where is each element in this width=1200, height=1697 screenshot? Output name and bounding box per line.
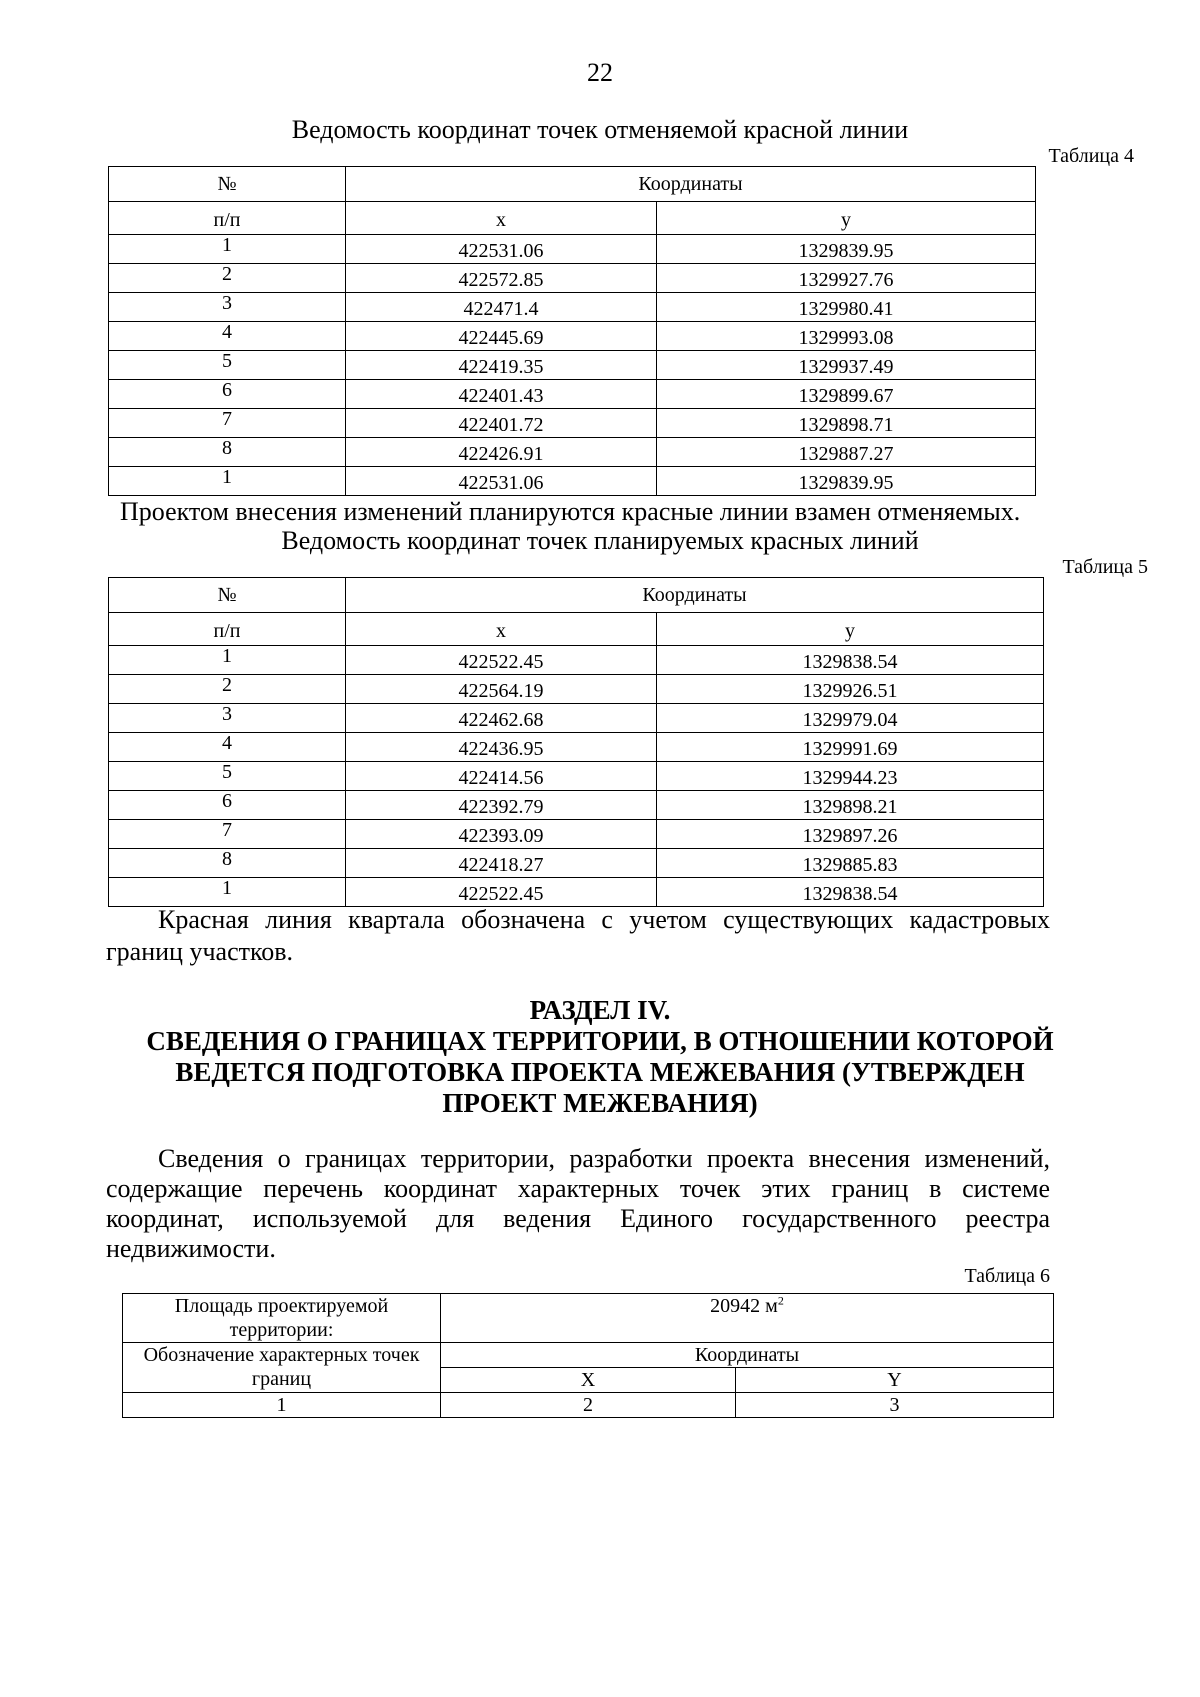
table6-col1: 1 <box>123 1393 441 1418</box>
table6-area-value <box>441 1294 1054 1343</box>
table4-cell-x: 422471.4 <box>346 293 657 322</box>
table4-cell-x: 422531.06 <box>346 235 657 264</box>
section-title-4: ПРОЕКТ МЕЖЕВАНИЯ) <box>442 1088 758 1118</box>
table5-cell-y: 1329944.23 <box>657 762 1044 791</box>
table4-label: Таблица 4 <box>1048 145 1134 167</box>
section-text: Сведения о границах территории, разработки проекта внесения изменений, содержащие перечень координат характерных точек этих границ в системе координат, используемой для ведения Единого государственного реестра недвижимости. <box>106 1144 1050 1263</box>
table5-cell-n: 5 <box>109 762 346 791</box>
table6-area-number: 20942 м <box>710 1295 778 1317</box>
table5-cell-x: 422436.95 <box>346 733 657 762</box>
table-row <box>109 351 1036 380</box>
table-row <box>109 675 1044 704</box>
table4-cell-y: 1329980.41 <box>657 293 1036 322</box>
section-title-3: ВЕДЕТСЯ ПОДГОТОВКА ПРОЕКТА МЕЖЕВАНИЯ (УТВЕРЖДЕН <box>175 1057 1025 1087</box>
table5-header-pp: п/п <box>109 613 346 646</box>
table-row <box>109 409 1036 438</box>
table5-cell-y: 1329838.54 <box>657 878 1044 907</box>
table-row <box>109 878 1044 907</box>
table5-cell-n: 4 <box>109 733 346 762</box>
table5-cell-n: 2 <box>109 675 346 704</box>
table-row <box>109 322 1036 351</box>
table-row <box>109 820 1044 849</box>
table-row <box>109 733 1044 762</box>
table5-cell-y: 1329979.04 <box>657 704 1044 733</box>
table4-cell-n: 6 <box>109 380 346 409</box>
table4 <box>108 166 1036 496</box>
table4-cell-y: 1329898.71 <box>657 409 1036 438</box>
table6-x-header: X <box>441 1368 736 1393</box>
table5-cell-x: 422392.79 <box>346 791 657 820</box>
table4-cell-y: 1329839.95 <box>657 467 1036 496</box>
table6-coords-header: Координаты <box>441 1343 1054 1368</box>
table4-header-coords: Координаты <box>346 167 1036 202</box>
table5-cell-y: 1329898.21 <box>657 791 1044 820</box>
table5-cell-n: 1 <box>109 646 346 675</box>
table5-cell-n: 6 <box>109 791 346 820</box>
table4-cell-n: 1 <box>109 467 346 496</box>
table-row <box>109 791 1044 820</box>
table5-cell-n: 1 <box>109 878 346 907</box>
page-number: 22 <box>587 58 613 87</box>
table4-cell-x: 422531.06 <box>346 467 657 496</box>
table4-cell-n: 7 <box>109 409 346 438</box>
table4-cell-y: 1329839.95 <box>657 235 1036 264</box>
table5-caption: Ведомость координат точек планируемых красных линий <box>281 526 919 555</box>
table-row <box>109 235 1036 264</box>
table5-header-x: x <box>346 613 657 646</box>
table4-cell-y: 1329887.27 <box>657 438 1036 467</box>
table-row <box>109 438 1036 467</box>
table4-cell-n: 5 <box>109 351 346 380</box>
table5-cell-y: 1329926.51 <box>657 675 1044 704</box>
table-row <box>109 293 1036 322</box>
table5-header-num: № <box>109 578 346 613</box>
red-line-text: Красная линия квартала обозначена с учетом существующих кадастровых границ участков. <box>106 905 1050 966</box>
table5-cell-x: 422462.68 <box>346 704 657 733</box>
table4-header-num: № <box>109 167 346 202</box>
table5-header-y: y <box>657 613 1044 646</box>
table6 <box>122 1293 1054 1418</box>
table5-cell-x: 422418.27 <box>346 849 657 878</box>
table-row <box>109 762 1044 791</box>
table4-caption: Ведомость координат точек отменяемой красной линии <box>291 115 909 144</box>
table5-cell-n: 3 <box>109 704 346 733</box>
table5-cell-n: 7 <box>109 820 346 849</box>
table6-area-label: Площадь проектируемой территории: <box>123 1294 441 1343</box>
table-row <box>109 380 1036 409</box>
table5-cell-x: 422393.09 <box>346 820 657 849</box>
table4-cell-y: 1329927.76 <box>657 264 1036 293</box>
table5-cell-x: 422522.45 <box>346 646 657 675</box>
table5-cell-x: 422414.56 <box>346 762 657 791</box>
table6-label: Таблица 6 <box>964 1265 1050 1287</box>
table4-cell-y: 1329993.08 <box>657 322 1036 351</box>
table4-cell-n: 1 <box>109 235 346 264</box>
table-row <box>109 467 1036 496</box>
table5 <box>108 577 1044 907</box>
table5-label: Таблица 5 <box>1062 556 1148 578</box>
table4-header-x: x <box>346 202 657 235</box>
table5-cell-y: 1329897.26 <box>657 820 1044 849</box>
table4-cell-x: 422572.85 <box>346 264 657 293</box>
section-title-2: СВЕДЕНИЯ О ГРАНИЦАХ ТЕРРИТОРИИ, В ОТНОШЕНИИ КОТОРОЙ <box>146 1026 1054 1056</box>
table4-cell-x: 422426.91 <box>346 438 657 467</box>
between-text: Проектом внесения изменений планируются красные линии взамен отменяемых. <box>120 497 1021 526</box>
table4-cell-y: 1329899.67 <box>657 380 1036 409</box>
table5-cell-y: 1329838.54 <box>657 646 1044 675</box>
table4-cell-x: 422419.35 <box>346 351 657 380</box>
table4-cell-x: 422401.43 <box>346 380 657 409</box>
table6-y-header: Y <box>736 1368 1054 1393</box>
table5-cell-y: 1329991.69 <box>657 733 1044 762</box>
table4-cell-x: 422445.69 <box>346 322 657 351</box>
table4-cell-n: 8 <box>109 438 346 467</box>
table6-area-unit-sup: 2 <box>777 1293 784 1308</box>
table-row <box>109 646 1044 675</box>
table4-cell-n: 4 <box>109 322 346 351</box>
table5-cell-y: 1329885.83 <box>657 849 1044 878</box>
table-row <box>109 704 1044 733</box>
section-title-1: РАЗДЕЛ IV. <box>529 995 671 1025</box>
table5-cell-x: 422522.45 <box>346 878 657 907</box>
table6-col2: 2 <box>441 1393 736 1418</box>
table6-points-label: Обозначение характерных точек границ <box>123 1343 441 1393</box>
table4-cell-n: 3 <box>109 293 346 322</box>
table6-col3: 3 <box>736 1393 1054 1418</box>
table4-header-pp: п/п <box>109 202 346 235</box>
table4-header-y: y <box>657 202 1036 235</box>
table5-header-coords: Координаты <box>346 578 1044 613</box>
table5-cell-x: 422564.19 <box>346 675 657 704</box>
table4-cell-n: 2 <box>109 264 346 293</box>
table-row <box>109 264 1036 293</box>
table5-cell-n: 8 <box>109 849 346 878</box>
table4-cell-y: 1329937.49 <box>657 351 1036 380</box>
table4-cell-x: 422401.72 <box>346 409 657 438</box>
table-row <box>109 849 1044 878</box>
